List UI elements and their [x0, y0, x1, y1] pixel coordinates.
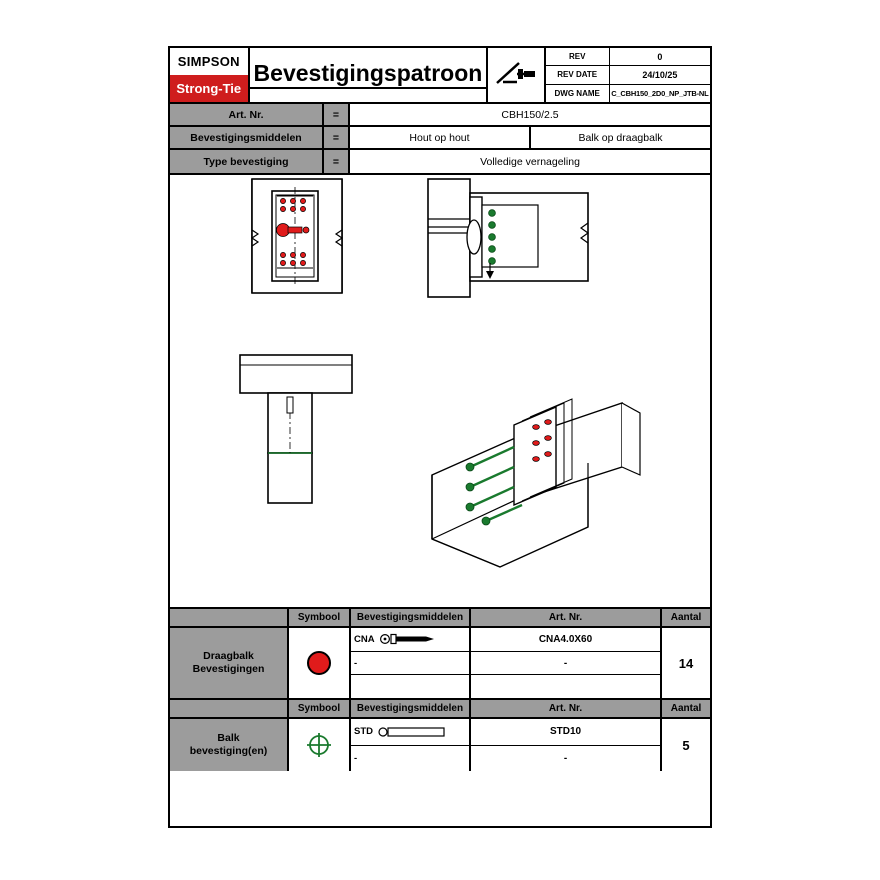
drawing-view-side-elevation	[428, 179, 588, 297]
means-row-0	[351, 628, 469, 652]
header-aantal-0: Aantal	[670, 612, 702, 623]
art-column-draagbalk	[471, 628, 662, 698]
technical-drawings	[170, 175, 710, 607]
brand-logo	[170, 48, 250, 102]
spec-eq-1: =	[324, 127, 350, 148]
row-title-balk-line1: Balk	[217, 731, 240, 744]
row-title-draagbalk	[170, 628, 289, 698]
means-label-0: CNA	[354, 633, 375, 645]
spec-table	[170, 104, 710, 175]
header-blank-1	[170, 700, 289, 717]
fastening-symbol-icon	[493, 57, 539, 93]
drawing-view-front-elevation	[252, 175, 342, 293]
means-row-1: -	[351, 652, 469, 676]
logo-top-text: SIMPSON	[170, 48, 248, 75]
spec-value-hout-op-hout: Hout op hout	[350, 127, 531, 148]
fastener-table-header-draagbalk	[170, 609, 710, 628]
title-block	[170, 48, 710, 104]
spec-label-type: Type bevestiging	[170, 150, 324, 173]
header-art-nr-1: Art. Nr.	[471, 700, 662, 717]
fastener-table-body-balk	[170, 719, 710, 771]
spec-row-fasteners	[170, 127, 710, 150]
fastening-symbol-cell	[488, 48, 545, 102]
rev-date-value: 24/10/25	[642, 69, 678, 80]
means-row-2	[351, 675, 469, 698]
fastener-table-body-draagbalk	[170, 628, 710, 698]
header-aantal-1: Aantal	[670, 703, 702, 714]
rev-date-label: REV DATE	[546, 66, 610, 83]
art-row-1: -	[471, 652, 660, 676]
row-title-line1: Draagbalk	[203, 649, 254, 662]
art-row-0: CNA4.0X60	[471, 628, 660, 652]
nail-icon-cna	[379, 633, 447, 645]
spec-value-art-nr: CBH150/2.5	[501, 108, 559, 121]
drawing-view-isometric	[432, 399, 640, 567]
art-row-balk-1: -	[563, 752, 568, 764]
header-symbool-0: Symbool	[289, 609, 351, 626]
art-column-balk	[471, 719, 662, 771]
spec-row-art-nr	[170, 104, 710, 127]
green-crosshair-icon	[304, 730, 334, 760]
header-blank-0	[170, 609, 289, 626]
spec-label-fasteners: Bevestigingsmiddelen	[170, 127, 324, 148]
fastener-table-draagbalk	[170, 609, 710, 700]
means-column-draagbalk	[351, 628, 471, 698]
art-row-balk-0: STD10	[471, 719, 660, 746]
drawing-view-plan-section	[240, 355, 352, 503]
header-art-nr-0: Art. Nr.	[471, 609, 662, 626]
header-bevestigingsmiddelen-0: Bevestigingsmiddelen	[351, 609, 471, 626]
spec-eq-2: =	[324, 150, 350, 173]
dwg-name-label: DWG NAME	[546, 85, 610, 102]
spec-value-balk-op-draagbalk: Balk op draagbalk	[578, 131, 663, 144]
means-row-balk-1: -	[354, 752, 358, 764]
means-column-balk	[351, 719, 471, 771]
logo-bottom-text: Strong-Tie	[170, 75, 248, 102]
rev-date-row	[546, 66, 710, 84]
technical-drawing-area	[170, 175, 710, 609]
header-bevestigingsmiddelen-1: Bevestigingsmiddelen	[351, 700, 471, 717]
spec-value-type: Volledige vernageling	[480, 155, 580, 168]
dwg-name-value: C_CBH150_2D0_NP_JTB-NL	[611, 88, 709, 98]
page-title: Bevestigingspatroon	[250, 61, 487, 89]
spec-row-type	[170, 150, 710, 173]
fastener-table-header-balk	[170, 700, 710, 719]
spec-eq-0: =	[324, 104, 350, 125]
qty-balk: 5	[682, 737, 690, 753]
row-title-line2: Bevestigingen	[192, 663, 265, 675]
rev-value: 0	[657, 51, 663, 62]
art-row-2	[471, 675, 660, 698]
qty-draagbalk: 14	[678, 655, 694, 671]
symbol-cell-balk	[289, 719, 351, 771]
spec-label-art-nr: Art. Nr.	[170, 104, 324, 125]
document-title-cell	[250, 48, 489, 102]
filled-red-circle-icon	[304, 648, 334, 678]
drawing-sheet	[168, 46, 712, 828]
rev-label: REV	[546, 48, 610, 65]
fastener-table-balk	[170, 700, 710, 771]
revision-meta	[546, 48, 710, 102]
rev-row	[546, 48, 710, 66]
dwg-name-row	[546, 85, 710, 102]
row-title-balk-line2: bevestiging(en)	[189, 745, 268, 757]
means-row-balk-0	[351, 719, 469, 746]
row-title-balk	[170, 719, 289, 771]
symbol-cell-draagbalk	[289, 628, 351, 698]
header-symbool-1: Symbool	[289, 700, 351, 717]
screw-icon-std	[377, 726, 455, 738]
means-label-balk-0: STD	[354, 726, 373, 738]
